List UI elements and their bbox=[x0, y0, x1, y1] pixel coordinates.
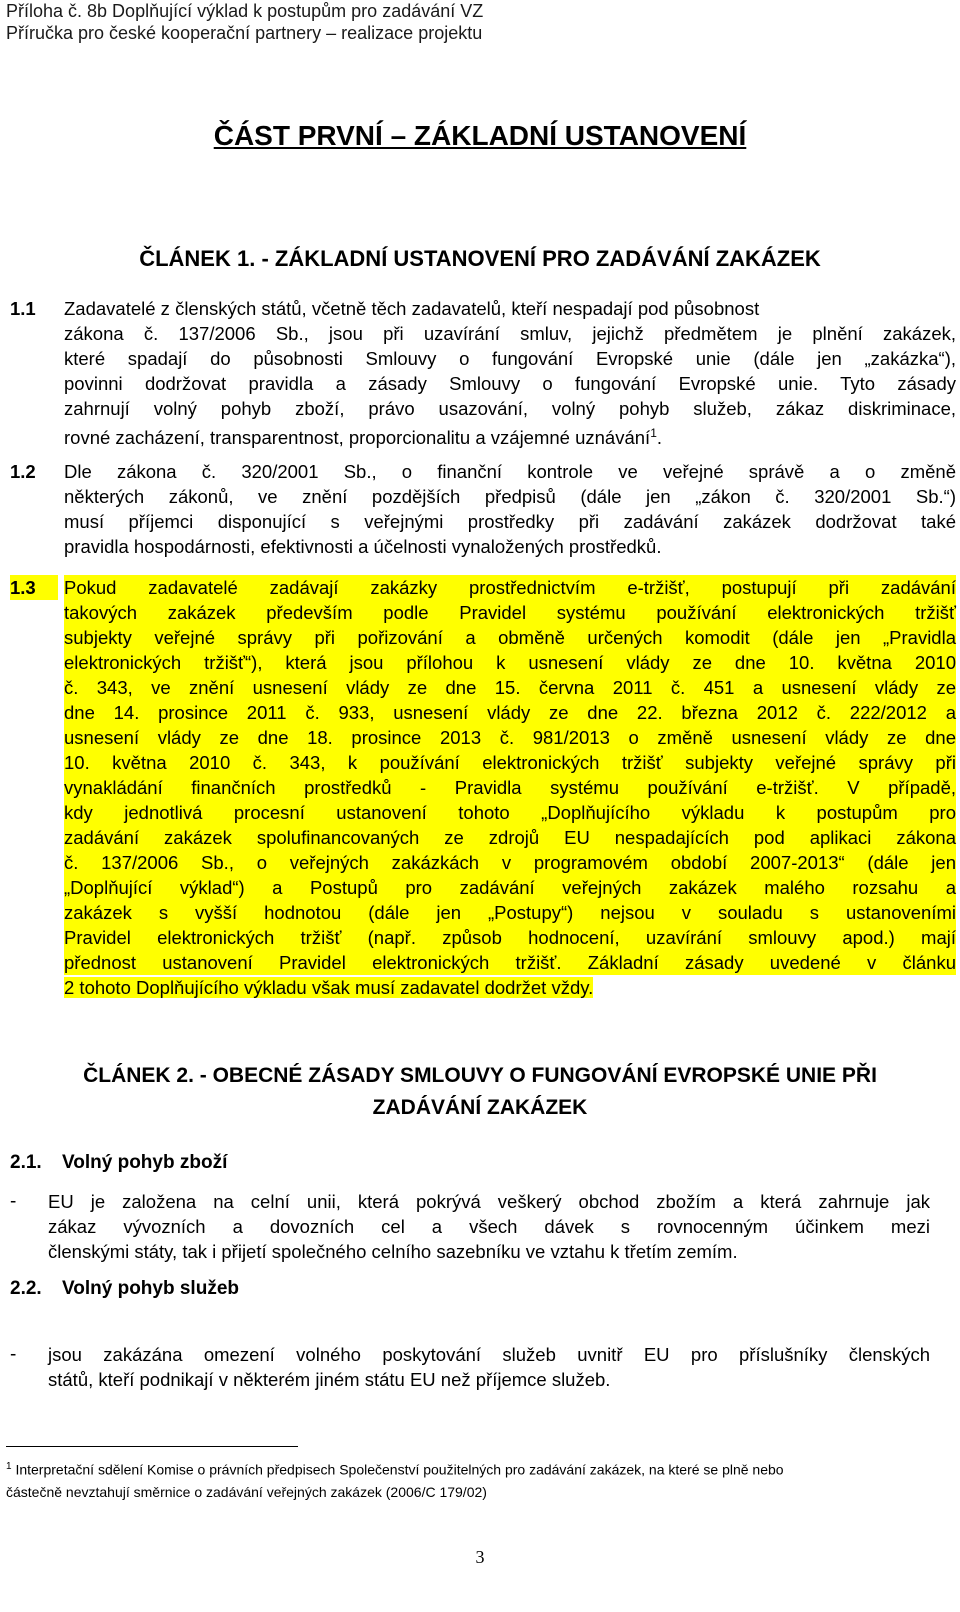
section-number: 2.1. bbox=[10, 1152, 42, 1173]
text-line: jsou zakázána omezení volného poskytování služeb uvnitř EU pro příslušníky členských bbox=[48, 1344, 930, 1365]
text-line: států, kteří podnikají v některém jiném státu EU než příjemce služeb. bbox=[48, 1369, 611, 1390]
text-line bbox=[64, 975, 956, 1000]
text-line bbox=[64, 421, 956, 450]
article-1-title: ČLÁNEK 1. - ZÁKLADNÍ USTANOVENÍ PRO ZADÁVÁNÍ ZAKÁZEK bbox=[139, 246, 821, 271]
text-line: zakázek s vyšší hodnotou (dále jen „Postupy“) nejsou v souladu s ustanoveními bbox=[64, 902, 956, 923]
text-line: EU je založena na celní unii, která pokrývá veškerý obchod zbožím a která zahrnuje jak bbox=[48, 1191, 930, 1212]
text-line: členskými státy, tak i přijetí společného celního sazebníku ve vztahu k třetím zemím. bbox=[48, 1241, 738, 1262]
text-line: usnesení vlády ze dne 18. prosince 2013 č. 981/2013 o změně usnesení vlády ze dne bbox=[64, 727, 956, 748]
page-number: 3 bbox=[475, 1547, 485, 1567]
text-line-content: 2 tohoto Doplňujícího výkladu však musí zadavatel dodržet vždy. bbox=[64, 977, 594, 998]
footnote bbox=[6, 1456, 936, 1503]
text-line-content: rovné zacházení, transparentnost, proporcionalitu a vzájemné uznávání bbox=[64, 427, 651, 449]
paragraph-number: 1.3 bbox=[10, 575, 58, 600]
sentence-end: . bbox=[656, 427, 663, 449]
section-number: 2.2. bbox=[10, 1278, 42, 1299]
running-header-line-2: Příručka pro české kooperační partnery – realizace projektu bbox=[6, 23, 483, 43]
footnote-line-2: částečně nevztahují směrnice o zadávání veřejných zakázek (2006/C 179/02) bbox=[6, 1483, 487, 1500]
list-item bbox=[48, 1342, 930, 1392]
text-line: pravidla hospodárnosti, efektivnosti a účelnosti vynaložených prostředků. bbox=[64, 536, 662, 557]
running-header-line-1: Příloha č. 8b Doplňující výklad k postupům pro zadávání VZ bbox=[6, 1, 484, 21]
text-line: přednost ustanovení Pravidel elektronických tržišť. Základní zásady uvedené v článku bbox=[64, 952, 956, 973]
text-line: 10. května 2010 č. 343, k používání elektronických tržišť subjekty veřejné správy při bbox=[64, 752, 956, 773]
section-2-2-heading bbox=[10, 1276, 239, 1301]
text-line: Pravidel elektronických tržišť (např. způsob hodnocení, uzavírání smlouvy apod.) mají bbox=[64, 927, 956, 948]
list-dash: - bbox=[10, 1191, 17, 1212]
footnote-text: Interpretační sdělení Komise o právních předpisech Společenství použitelných pro zadávání zakázek, na které se plně nebo bbox=[11, 1461, 784, 1478]
text-line: Zadavatelé z členských států, včetně těch zadavatelů, kteří nespadají pod působnost bbox=[64, 298, 760, 319]
text-line: Pokud zadavatelé zadávají zakázky prostřednictvím e-tržišť, postupují při zadávání bbox=[64, 577, 956, 598]
paragraph-1-3-highlighted bbox=[64, 575, 956, 1000]
paragraph-1-2 bbox=[64, 459, 956, 559]
text-line: kdy jednotlivá procesní ustanovení tohoto „Doplňujícího výkladu k postupům pro bbox=[64, 802, 956, 823]
text-line: takových zakázek především podle Pravidel systému používání elektronických tržišť bbox=[64, 602, 956, 623]
text-line: č. 343, ve znění usnesení vlády ze dne 15. června 2011 č. 451 a usnesení vlády ze bbox=[64, 677, 956, 698]
text-line: zahrnují volný pohyb zboží, právo usazování, volný pohyb služeb, zákaz diskriminace, bbox=[64, 398, 956, 419]
footnote-line-1 bbox=[6, 1456, 936, 1481]
article-2-title-line-2: ZADÁVÁNÍ ZAKÁZEK bbox=[372, 1096, 588, 1119]
text-line: č. 137/2006 Sb., o veřejných zakázkách v programovém období 2007-2013“ (dále jen bbox=[64, 852, 956, 873]
text-line: zákona č. 137/2006 Sb., jsou při uzavírání smluv, jejichž předmětem je plnění zakázek, bbox=[64, 323, 956, 344]
text-line: které spadají do působnosti Smlouvy o fungování Evropské unie (dále jen „zakázka“), bbox=[64, 348, 956, 369]
text-line: zákaz vývozních a dovozních cel a všech dávek s rovnocenným účinkem mezi bbox=[48, 1216, 930, 1237]
text-line: musí příjemci disponující s veřejnými prostředky při zadávání zakázek dodržovat také bbox=[64, 511, 956, 532]
section-2-1-heading bbox=[10, 1150, 227, 1175]
text-line: subjekty veřejné správy při pořizování a obměně určených komodit (dále jen „Pravidla bbox=[64, 627, 956, 648]
section-title: Volný pohyb zboží bbox=[62, 1152, 228, 1173]
paragraph-number: 1.2 bbox=[10, 461, 36, 482]
text-line: povinni dodržovat pravidla a zásady Smlouvy o fungování Evropské unie. Tyto zásady bbox=[64, 373, 956, 394]
paragraph-number: 1.1 bbox=[10, 298, 36, 319]
text-line: některých zákonů, ve znění pozdějších předpisů (dále jen „zákon č. 320/2001 Sb.“) bbox=[64, 486, 956, 507]
text-line: „Doplňující výklad“) a Postupů pro zadávání veřejných zakázek malého rozsahu a bbox=[64, 877, 956, 898]
text-line: elektronických tržišť“), která jsou přílohou k usnesení vlády ze dne 10. května 2010 bbox=[64, 652, 956, 673]
footnote-mark: 1 bbox=[6, 1461, 12, 1472]
article-2-title bbox=[0, 1060, 960, 1124]
footnote-reference[interactable]: 1 bbox=[650, 426, 657, 440]
section-title: Volný pohyb služeb bbox=[62, 1278, 239, 1299]
text-line: dne 14. prosince 2011 č. 933, usnesení vlády ze dne 22. března 2012 č. 222/2012 a bbox=[64, 702, 956, 723]
list-item bbox=[48, 1189, 930, 1264]
paragraph-1-1 bbox=[64, 296, 956, 450]
part-title: ČÁST PRVNÍ – ZÁKLADNÍ USTANOVENÍ bbox=[213, 120, 747, 151]
text-line: vynakládání finančních prostředků - Pravidla systému používání e-tržišť. V případě, bbox=[64, 777, 956, 798]
list-dash: - bbox=[10, 1344, 17, 1365]
text-line: zadávání zakázek spolufinancovaných ze zdrojů EU nespadajících pod aplikaci zákona bbox=[64, 827, 956, 848]
text-line: Dle zákona č. 320/2001 Sb., o finanční kontrole ve veřejné správě a o změně bbox=[64, 461, 956, 482]
article-2-title-line-1: ČLÁNEK 2. - OBECNÉ ZÁSADY SMLOUVY O FUNGOVÁNÍ EVROPSKÉ UNIE PŘI bbox=[83, 1064, 877, 1087]
footnote-separator bbox=[6, 1446, 298, 1447]
